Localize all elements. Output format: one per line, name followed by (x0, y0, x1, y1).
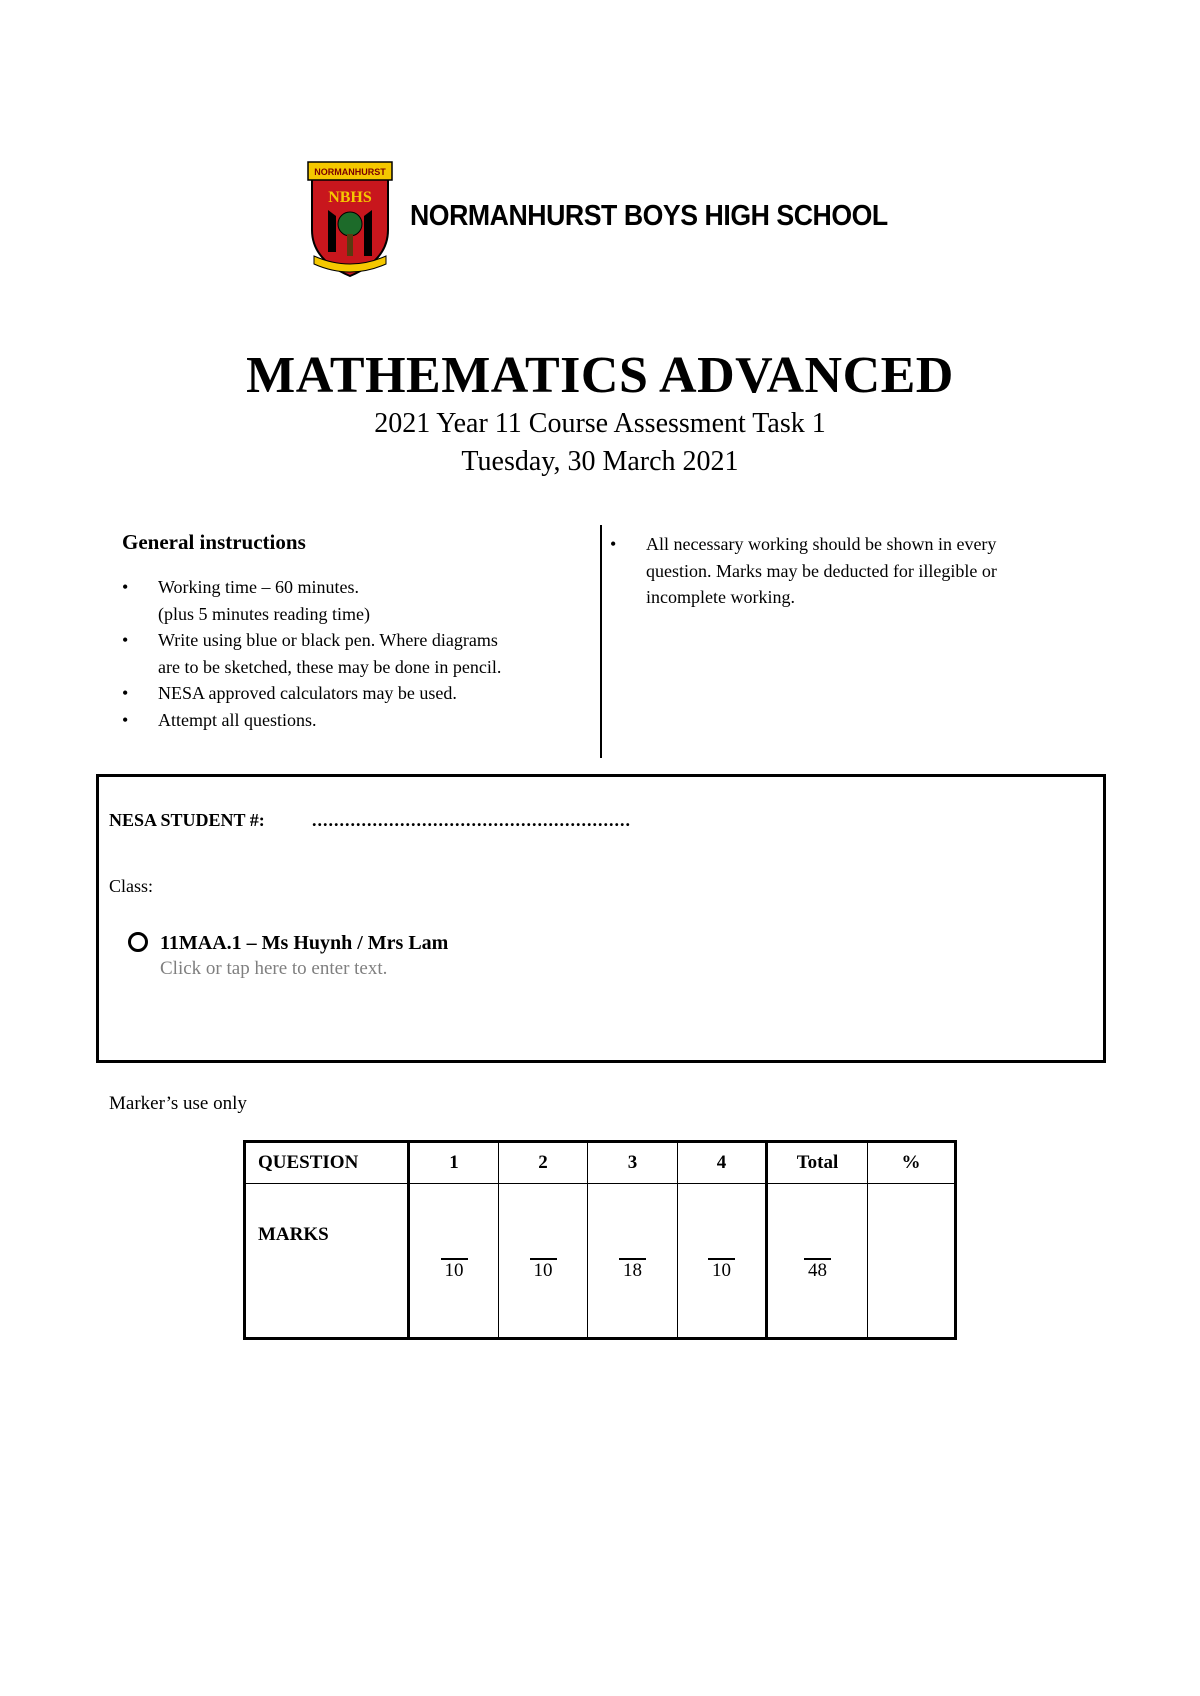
class-radio-button[interactable] (128, 932, 148, 952)
marks-out-of: 48 (804, 1258, 831, 1282)
total-marks-cell[interactable] (767, 1184, 868, 1339)
instruction-item (610, 531, 1100, 611)
question-column-header: 4 (678, 1142, 767, 1184)
school-name: NORMANHURST BOYS HIGH SCHOOL (410, 200, 888, 232)
instruction-item (122, 680, 592, 707)
instruction-item (122, 574, 592, 627)
class-label: Class: (109, 876, 154, 896)
exam-date: Tuesday, 30 March 2021 (461, 446, 739, 477)
instruction-line: question. Marks may be deducted for illegible or (646, 560, 997, 581)
student-number-label: NESA STUDENT #: (109, 810, 265, 830)
instruction-line: • Working time – 60 minutes. (158, 577, 360, 597)
marks-cell[interactable] (678, 1184, 767, 1339)
school-crest-logo (306, 160, 394, 278)
question-header: QUESTION (245, 1142, 409, 1184)
percent-column-header: % (868, 1142, 956, 1184)
svg-text:NBHS: NBHS (328, 189, 372, 206)
marker-use-label: Marker’s use only (109, 1093, 247, 1114)
student-number-field[interactable]: .......................................................... (312, 810, 631, 830)
instruction-line: • NESA approved calculators may be used. (158, 683, 457, 703)
question-column-header: 3 (588, 1142, 678, 1184)
instruction-item (122, 707, 592, 734)
instruction-line: (plus 5 minutes reading time) (158, 603, 370, 624)
percent-cell[interactable] (868, 1184, 956, 1339)
instructions-list-left (122, 574, 592, 733)
marks-row-label: MARKS (245, 1184, 409, 1339)
question-column-header: 1 (409, 1142, 499, 1184)
instruction-item (122, 627, 592, 680)
marks-table (243, 1140, 957, 1340)
instruction-line: are to be sketched, these may be done in pencil. (158, 656, 502, 677)
instructions-list-right (610, 531, 1100, 611)
question-column-header: 2 (499, 1142, 588, 1184)
exam-subtitle: 2021 Year 11 Course Assessment Task 1 (374, 408, 826, 439)
marks-out-of: 10 (530, 1258, 557, 1282)
marks-cell[interactable] (588, 1184, 678, 1339)
instruction-line: • Write using blue or black pen. Where diagrams (158, 630, 498, 650)
exam-title: MATHEMATICS ADVANCED (246, 347, 954, 404)
marks-out-of: 18 (619, 1258, 646, 1282)
svg-text:NORMANHURST: NORMANHURST (314, 167, 386, 177)
marks-out-of: 10 (708, 1258, 735, 1282)
total-column-header: Total (767, 1142, 868, 1184)
instruction-line: • All necessary working should be shown in every (646, 534, 997, 554)
marks-out-of: 10 (441, 1258, 468, 1282)
instruction-line: incomplete working. (646, 587, 795, 607)
instructions-heading: General instructions (122, 530, 306, 554)
marks-cell[interactable] (499, 1184, 588, 1339)
column-divider (600, 525, 602, 758)
instruction-line: • Attempt all questions. (158, 709, 317, 730)
marks-cell[interactable] (409, 1184, 499, 1339)
class-option-label[interactable]: 11MAA.1 – Ms Huynh / Mrs Lam (160, 932, 449, 954)
class-text-field[interactable]: Click or tap here to enter text. (160, 958, 388, 979)
